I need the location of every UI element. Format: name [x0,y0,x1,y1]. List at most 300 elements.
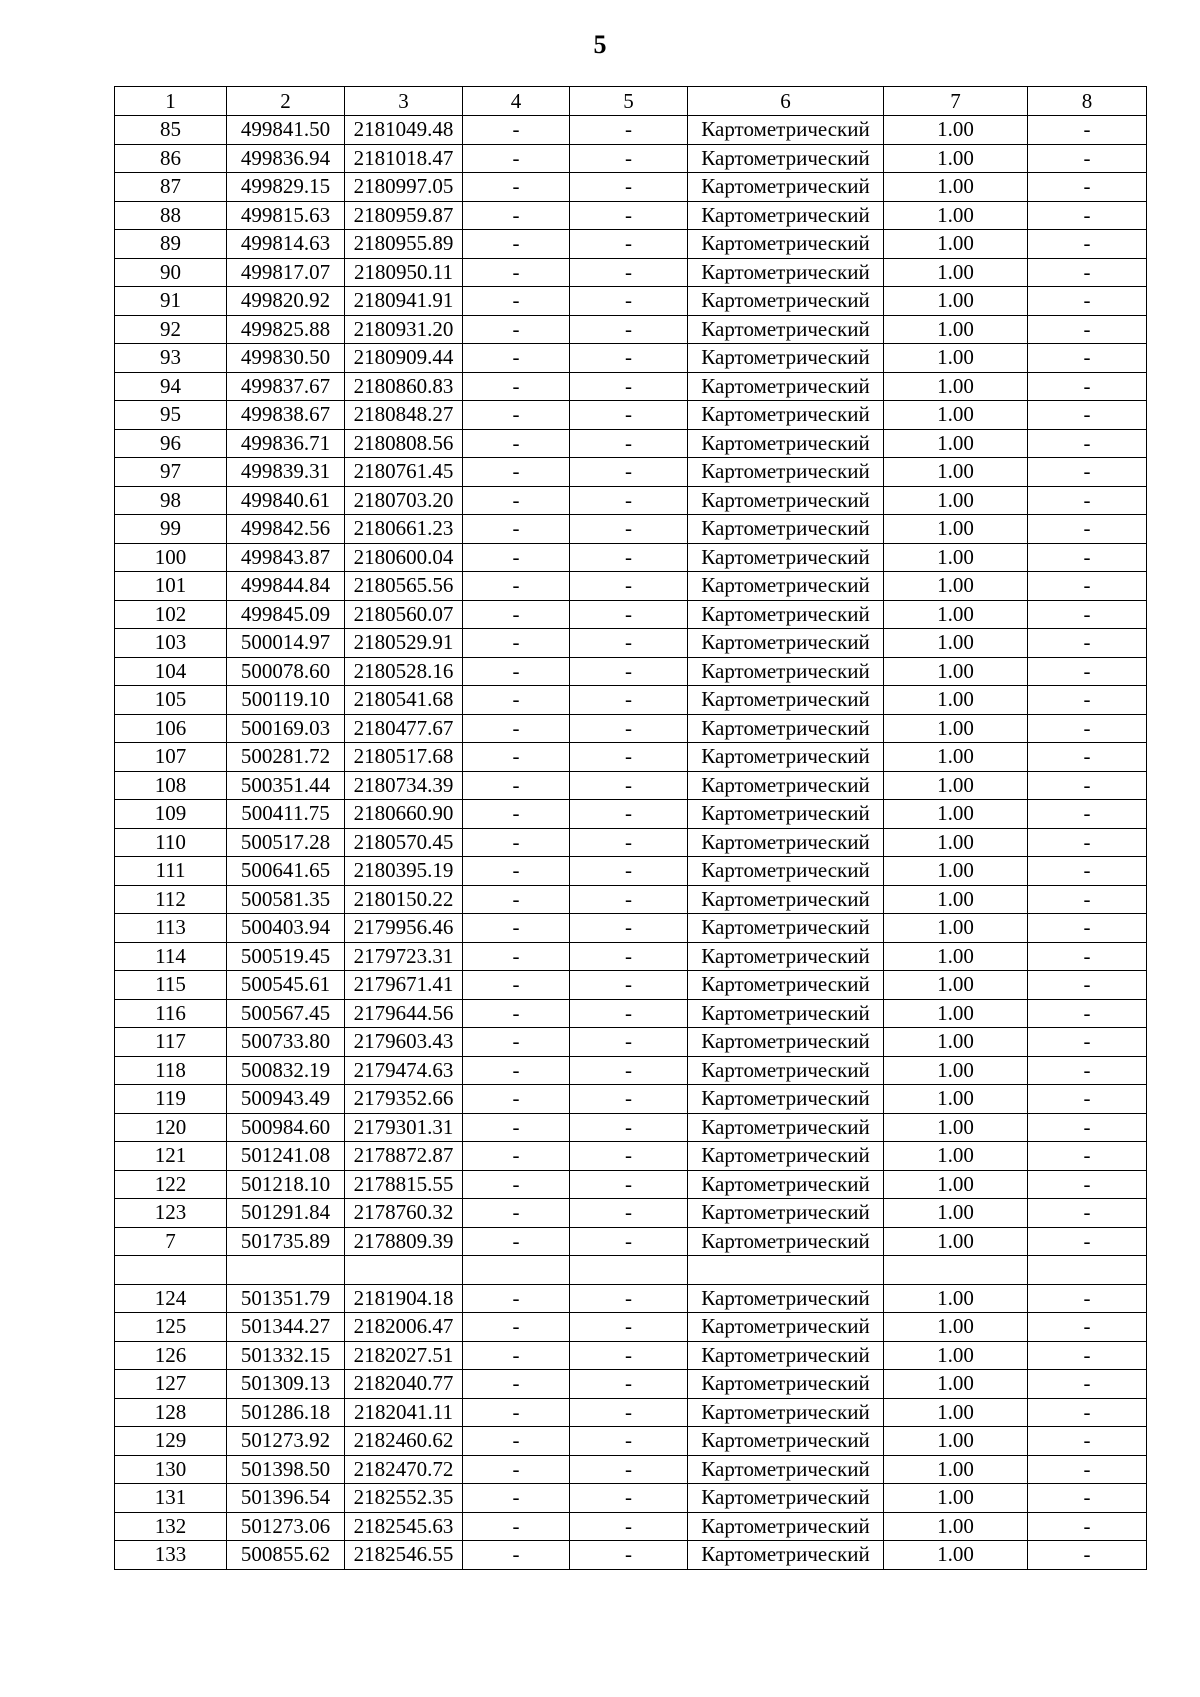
col-5-cell: - [570,1284,688,1313]
col-8-cell: - [1028,543,1147,572]
precision-cell: 1.00 [884,1455,1028,1484]
col-5-cell: - [570,657,688,686]
point-number-cell: 85 [115,116,227,145]
col-5-cell: - [570,287,688,316]
y-coordinate-cell: 2179603.43 [345,1028,463,1057]
col-8-cell: - [1028,144,1147,173]
point-number-cell: 112 [115,885,227,914]
method-cell: Картометрический [688,486,884,515]
method-cell: Картометрический [688,629,884,658]
col-8-cell: - [1028,885,1147,914]
point-number-cell: 126 [115,1341,227,1370]
col-8-cell: - [1028,771,1147,800]
table-row [115,572,1147,601]
y-coordinate-cell: 2178809.39 [345,1227,463,1256]
col-8-cell: - [1028,1085,1147,1114]
col-5-cell: - [570,401,688,430]
coordinates-table [114,86,1147,1570]
x-coordinate-cell: 501291.84 [227,1199,345,1228]
table-row [115,1199,1147,1228]
y-coordinate-cell: 2182460.62 [345,1427,463,1456]
col-8-cell: - [1028,1056,1147,1085]
method-cell: Картометрический [688,116,884,145]
col-4-cell: - [463,515,570,544]
col-4-cell: - [463,657,570,686]
method-cell: Картометрический [688,1455,884,1484]
table-row [115,714,1147,743]
col-5-cell: - [570,629,688,658]
point-number-cell: 121 [115,1142,227,1171]
point-number-cell: 95 [115,401,227,430]
point-number-cell: 98 [115,486,227,515]
x-coordinate-cell: 499836.94 [227,144,345,173]
col-8-cell: - [1028,258,1147,287]
x-coordinate-cell: 500641.65 [227,857,345,886]
col-8-cell: - [1028,1541,1147,1570]
column-header-2: 2 [227,87,345,116]
col-4-cell [463,1256,570,1285]
method-cell: Картометрический [688,1227,884,1256]
col-5-cell: - [570,1170,688,1199]
table-row [115,116,1147,145]
col-5-cell: - [570,429,688,458]
col-8-cell: - [1028,686,1147,715]
col-4-cell: - [463,116,570,145]
col-8-cell: - [1028,287,1147,316]
y-coordinate-cell: 2180570.45 [345,828,463,857]
table-row [115,1398,1147,1427]
y-coordinate-cell: 2180959.87 [345,201,463,230]
col-8-cell: - [1028,1284,1147,1313]
table-row [115,1484,1147,1513]
y-coordinate-cell: 2180703.20 [345,486,463,515]
column-header-5: 5 [570,87,688,116]
point-number-cell: 122 [115,1170,227,1199]
x-coordinate-cell: 499838.67 [227,401,345,430]
method-cell: Картометрический [688,1056,884,1085]
col-8-cell: - [1028,116,1147,145]
col-8-cell: - [1028,344,1147,373]
precision-cell: 1.00 [884,429,1028,458]
x-coordinate-cell: 500403.94 [227,914,345,943]
table-row [115,173,1147,202]
precision-cell: 1.00 [884,600,1028,629]
x-coordinate-cell: 499840.61 [227,486,345,515]
precision-cell: 1.00 [884,1227,1028,1256]
table-row [115,1284,1147,1313]
point-number-cell: 92 [115,315,227,344]
table-row [115,230,1147,259]
col-4-cell: - [463,458,570,487]
point-number-cell: 97 [115,458,227,487]
x-coordinate-cell: 500281.72 [227,743,345,772]
x-coordinate-cell: 499817.07 [227,258,345,287]
col-5-cell: - [570,828,688,857]
col-8-cell: - [1028,1170,1147,1199]
precision-cell: 1.00 [884,686,1028,715]
table-body [115,116,1147,1570]
col-5-cell: - [570,1313,688,1342]
col-4-cell: - [463,258,570,287]
col-5-cell: - [570,372,688,401]
point-number-cell: 120 [115,1113,227,1142]
col-5-cell: - [570,743,688,772]
method-cell: Картометрический [688,144,884,173]
col-5-cell: - [570,1398,688,1427]
y-coordinate-cell: 2180517.68 [345,743,463,772]
col-4-cell: - [463,942,570,971]
col-4-cell: - [463,1341,570,1370]
x-coordinate-cell: 501398.50 [227,1455,345,1484]
col-4-cell: - [463,344,570,373]
method-cell: Картометрический [688,1085,884,1114]
method-cell: Картометрический [688,287,884,316]
y-coordinate-cell: 2179352.66 [345,1085,463,1114]
col-5-cell: - [570,1113,688,1142]
y-coordinate-cell: 2182006.47 [345,1313,463,1342]
col-5-cell: - [570,771,688,800]
col-5-cell: - [570,230,688,259]
table-row [115,1341,1147,1370]
y-coordinate-cell: 2179301.31 [345,1113,463,1142]
method-cell: Картометрический [688,971,884,1000]
table-row [115,771,1147,800]
precision-cell: 1.00 [884,458,1028,487]
table-row [115,657,1147,686]
x-coordinate-cell: 499845.09 [227,600,345,629]
y-coordinate-cell: 2180395.19 [345,857,463,886]
col-4-cell: - [463,543,570,572]
method-cell: Картометрический [688,657,884,686]
col-4-cell: - [463,999,570,1028]
method-cell: Картометрический [688,429,884,458]
col-8-cell: - [1028,173,1147,202]
table-row [115,1370,1147,1399]
x-coordinate-cell: 500545.61 [227,971,345,1000]
column-header-7: 7 [884,87,1028,116]
y-coordinate-cell: 2180909.44 [345,344,463,373]
col-4-cell: - [463,600,570,629]
method-cell: Картометрический [688,1427,884,1456]
method-cell: Картометрический [688,914,884,943]
x-coordinate-cell: 500581.35 [227,885,345,914]
method-cell: Картометрический [688,771,884,800]
column-header-4: 4 [463,87,570,116]
col-4-cell: - [463,1113,570,1142]
x-coordinate-cell: 500943.49 [227,1085,345,1114]
col-4-cell: - [463,743,570,772]
point-number-cell: 93 [115,344,227,373]
col-8-cell: - [1028,1427,1147,1456]
y-coordinate-cell: 2180600.04 [345,543,463,572]
precision-cell: 1.00 [884,1512,1028,1541]
col-5-cell: - [570,714,688,743]
table-row [115,315,1147,344]
y-coordinate-cell: 2182040.77 [345,1370,463,1399]
col-4-cell: - [463,486,570,515]
method-cell: Картометрический [688,800,884,829]
method-cell: Картометрический [688,1284,884,1313]
method-cell: Картометрический [688,942,884,971]
col-8-cell: - [1028,315,1147,344]
col-4-cell: - [463,828,570,857]
method-cell: Картометрический [688,315,884,344]
point-number-cell: 90 [115,258,227,287]
col-8-cell: - [1028,1455,1147,1484]
table-row [115,800,1147,829]
precision-cell: 1.00 [884,942,1028,971]
method-cell: Картометрический [688,230,884,259]
col-4-cell: - [463,771,570,800]
col-8-cell: - [1028,1370,1147,1399]
col-8-cell: - [1028,971,1147,1000]
y-coordinate-cell: 2180955.89 [345,230,463,259]
x-coordinate-cell: 500351.44 [227,771,345,800]
col-5-cell: - [570,800,688,829]
x-coordinate-cell: 499820.92 [227,287,345,316]
col-8-cell: - [1028,1028,1147,1057]
col-5-cell: - [570,458,688,487]
point-number-cell: 104 [115,657,227,686]
precision-cell: 1.00 [884,173,1028,202]
precision-cell: 1.00 [884,771,1028,800]
point-number-cell: 113 [115,914,227,943]
table-row [115,515,1147,544]
col-4-cell: - [463,1170,570,1199]
col-5-cell: - [570,1199,688,1228]
x-coordinate-cell: 499841.50 [227,116,345,145]
col-8-cell: - [1028,800,1147,829]
point-number-cell: 128 [115,1398,227,1427]
x-coordinate-cell: 500169.03 [227,714,345,743]
y-coordinate-cell: 2179474.63 [345,1056,463,1085]
col-5-cell: - [570,1142,688,1171]
col-5-cell: - [570,686,688,715]
precision-cell: 1.00 [884,828,1028,857]
method-cell: Картометрический [688,401,884,430]
point-number-cell: 101 [115,572,227,601]
precision-cell: 1.00 [884,714,1028,743]
table-row [115,1085,1147,1114]
x-coordinate-cell: 499814.63 [227,230,345,259]
point-number-cell: 111 [115,857,227,886]
column-header-3: 3 [345,87,463,116]
y-coordinate-cell: 2182470.72 [345,1455,463,1484]
precision-cell: 1.00 [884,116,1028,145]
col-5-cell: - [570,1427,688,1456]
point-number-cell: 108 [115,771,227,800]
table-row [115,429,1147,458]
method-cell: Картометрический [688,1142,884,1171]
col-5-cell: - [570,1227,688,1256]
col-5-cell: - [570,173,688,202]
point-number-cell: 87 [115,173,227,202]
y-coordinate-cell: 2180734.39 [345,771,463,800]
table-row [115,600,1147,629]
col-8-cell: - [1028,1227,1147,1256]
method-cell: Картометрический [688,1313,884,1342]
col-4-cell: - [463,1370,570,1399]
point-number-cell: 115 [115,971,227,1000]
table-row [115,857,1147,886]
x-coordinate-cell: 499844.84 [227,572,345,601]
col-5-cell [570,1256,688,1285]
x-coordinate-cell: 501309.13 [227,1370,345,1399]
table-row [115,1256,1147,1285]
precision-cell: 1.00 [884,543,1028,572]
point-number-cell: 103 [115,629,227,658]
col-8-cell: - [1028,714,1147,743]
precision-cell: 1.00 [884,1170,1028,1199]
y-coordinate-cell: 2182545.63 [345,1512,463,1541]
point-number-cell: 132 [115,1512,227,1541]
x-coordinate-cell: 501218.10 [227,1170,345,1199]
precision-cell: 1.00 [884,1484,1028,1513]
y-coordinate-cell: 2181904.18 [345,1284,463,1313]
table-row [115,629,1147,658]
method-cell: Картометрический [688,543,884,572]
precision-cell: 1.00 [884,999,1028,1028]
table-row [115,201,1147,230]
y-coordinate-cell: 2182027.51 [345,1341,463,1370]
point-number-cell: 133 [115,1541,227,1570]
point-number-cell: 86 [115,144,227,173]
col-4-cell: - [463,572,570,601]
col-5-cell: - [570,572,688,601]
point-number-cell: 125 [115,1313,227,1342]
precision-cell: 1.00 [884,1056,1028,1085]
y-coordinate-cell: 2180529.91 [345,629,463,658]
table-row [115,1142,1147,1171]
table-row [115,971,1147,1000]
col-4-cell: - [463,1484,570,1513]
point-number-cell: 94 [115,372,227,401]
point-number-cell: 100 [115,543,227,572]
y-coordinate-cell: 2178760.32 [345,1199,463,1228]
point-number-cell: 123 [115,1199,227,1228]
table-row [115,458,1147,487]
point-number-cell: 88 [115,201,227,230]
x-coordinate-cell: 499842.56 [227,515,345,544]
col-4-cell: - [463,1398,570,1427]
method-cell: Картометрический [688,1341,884,1370]
table-row [115,1427,1147,1456]
x-coordinate-cell: 499836.71 [227,429,345,458]
col-4-cell: - [463,1056,570,1085]
x-coordinate-cell: 501286.18 [227,1398,345,1427]
x-coordinate-cell: 500078.60 [227,657,345,686]
table-row [115,686,1147,715]
col-4-cell: - [463,629,570,658]
col-8-cell: - [1028,657,1147,686]
col-8-cell: - [1028,372,1147,401]
col-4-cell: - [463,1455,570,1484]
table-row [115,144,1147,173]
col-8-cell: - [1028,1199,1147,1228]
col-8-cell [1028,1256,1147,1285]
x-coordinate-cell: 500411.75 [227,800,345,829]
precision-cell: 1.00 [884,287,1028,316]
point-number-cell: 89 [115,230,227,259]
method-cell: Картометрический [688,1370,884,1399]
table-row [115,372,1147,401]
col-5-cell: - [570,1484,688,1513]
col-4-cell: - [463,401,570,430]
col-4-cell: - [463,971,570,1000]
col-8-cell: - [1028,629,1147,658]
method-cell: Картометрический [688,572,884,601]
col-4-cell: - [463,201,570,230]
col-5-cell: - [570,144,688,173]
page-number: 5 [593,30,607,59]
y-coordinate-cell: 2180997.05 [345,173,463,202]
method-cell: Картометрический [688,1170,884,1199]
precision-cell: 1.00 [884,1427,1028,1456]
point-number-cell: 116 [115,999,227,1028]
col-5-cell: - [570,1341,688,1370]
y-coordinate-cell: 2178872.87 [345,1142,463,1171]
x-coordinate-cell [227,1256,345,1285]
col-5-cell: - [570,486,688,515]
col-5-cell: - [570,857,688,886]
x-coordinate-cell: 500855.62 [227,1541,345,1570]
y-coordinate-cell [345,1256,463,1285]
y-coordinate-cell: 2182552.35 [345,1484,463,1513]
y-coordinate-cell: 2181018.47 [345,144,463,173]
y-coordinate-cell: 2180661.23 [345,515,463,544]
table-row [115,344,1147,373]
point-number-cell: 114 [115,942,227,971]
col-4-cell: - [463,429,570,458]
precision-cell: 1.00 [884,401,1028,430]
col-8-cell: - [1028,1341,1147,1370]
method-cell: Картометрический [688,999,884,1028]
point-number-cell: 107 [115,743,227,772]
col-4-cell: - [463,372,570,401]
method-cell: Картометрический [688,857,884,886]
method-cell: Картометрический [688,1541,884,1570]
precision-cell: 1.00 [884,1199,1028,1228]
x-coordinate-cell: 501344.27 [227,1313,345,1342]
y-coordinate-cell: 2180150.22 [345,885,463,914]
precision-cell: 1.00 [884,857,1028,886]
precision-cell: 1.00 [884,629,1028,658]
point-number-cell: 118 [115,1056,227,1085]
point-number-cell: 106 [115,714,227,743]
y-coordinate-cell: 2179644.56 [345,999,463,1028]
precision-cell: 1.00 [884,1284,1028,1313]
y-coordinate-cell: 2180761.45 [345,458,463,487]
method-cell: Картометрический [688,743,884,772]
column-header-6: 6 [688,87,884,116]
col-5-cell: - [570,971,688,1000]
y-coordinate-cell: 2179671.41 [345,971,463,1000]
precision-cell: 1.00 [884,1541,1028,1570]
col-4-cell: - [463,144,570,173]
col-8-cell: - [1028,486,1147,515]
col-5-cell: - [570,258,688,287]
y-coordinate-cell: 2178815.55 [345,1170,463,1199]
col-8-cell: - [1028,1484,1147,1513]
method-cell: Картометрический [688,1484,884,1513]
x-coordinate-cell: 500519.45 [227,942,345,971]
col-5-cell: - [570,885,688,914]
method-cell: Картометрический [688,1398,884,1427]
col-8-cell: - [1028,999,1147,1028]
method-cell: Картометрический [688,1199,884,1228]
table-row [115,999,1147,1028]
x-coordinate-cell: 501735.89 [227,1227,345,1256]
